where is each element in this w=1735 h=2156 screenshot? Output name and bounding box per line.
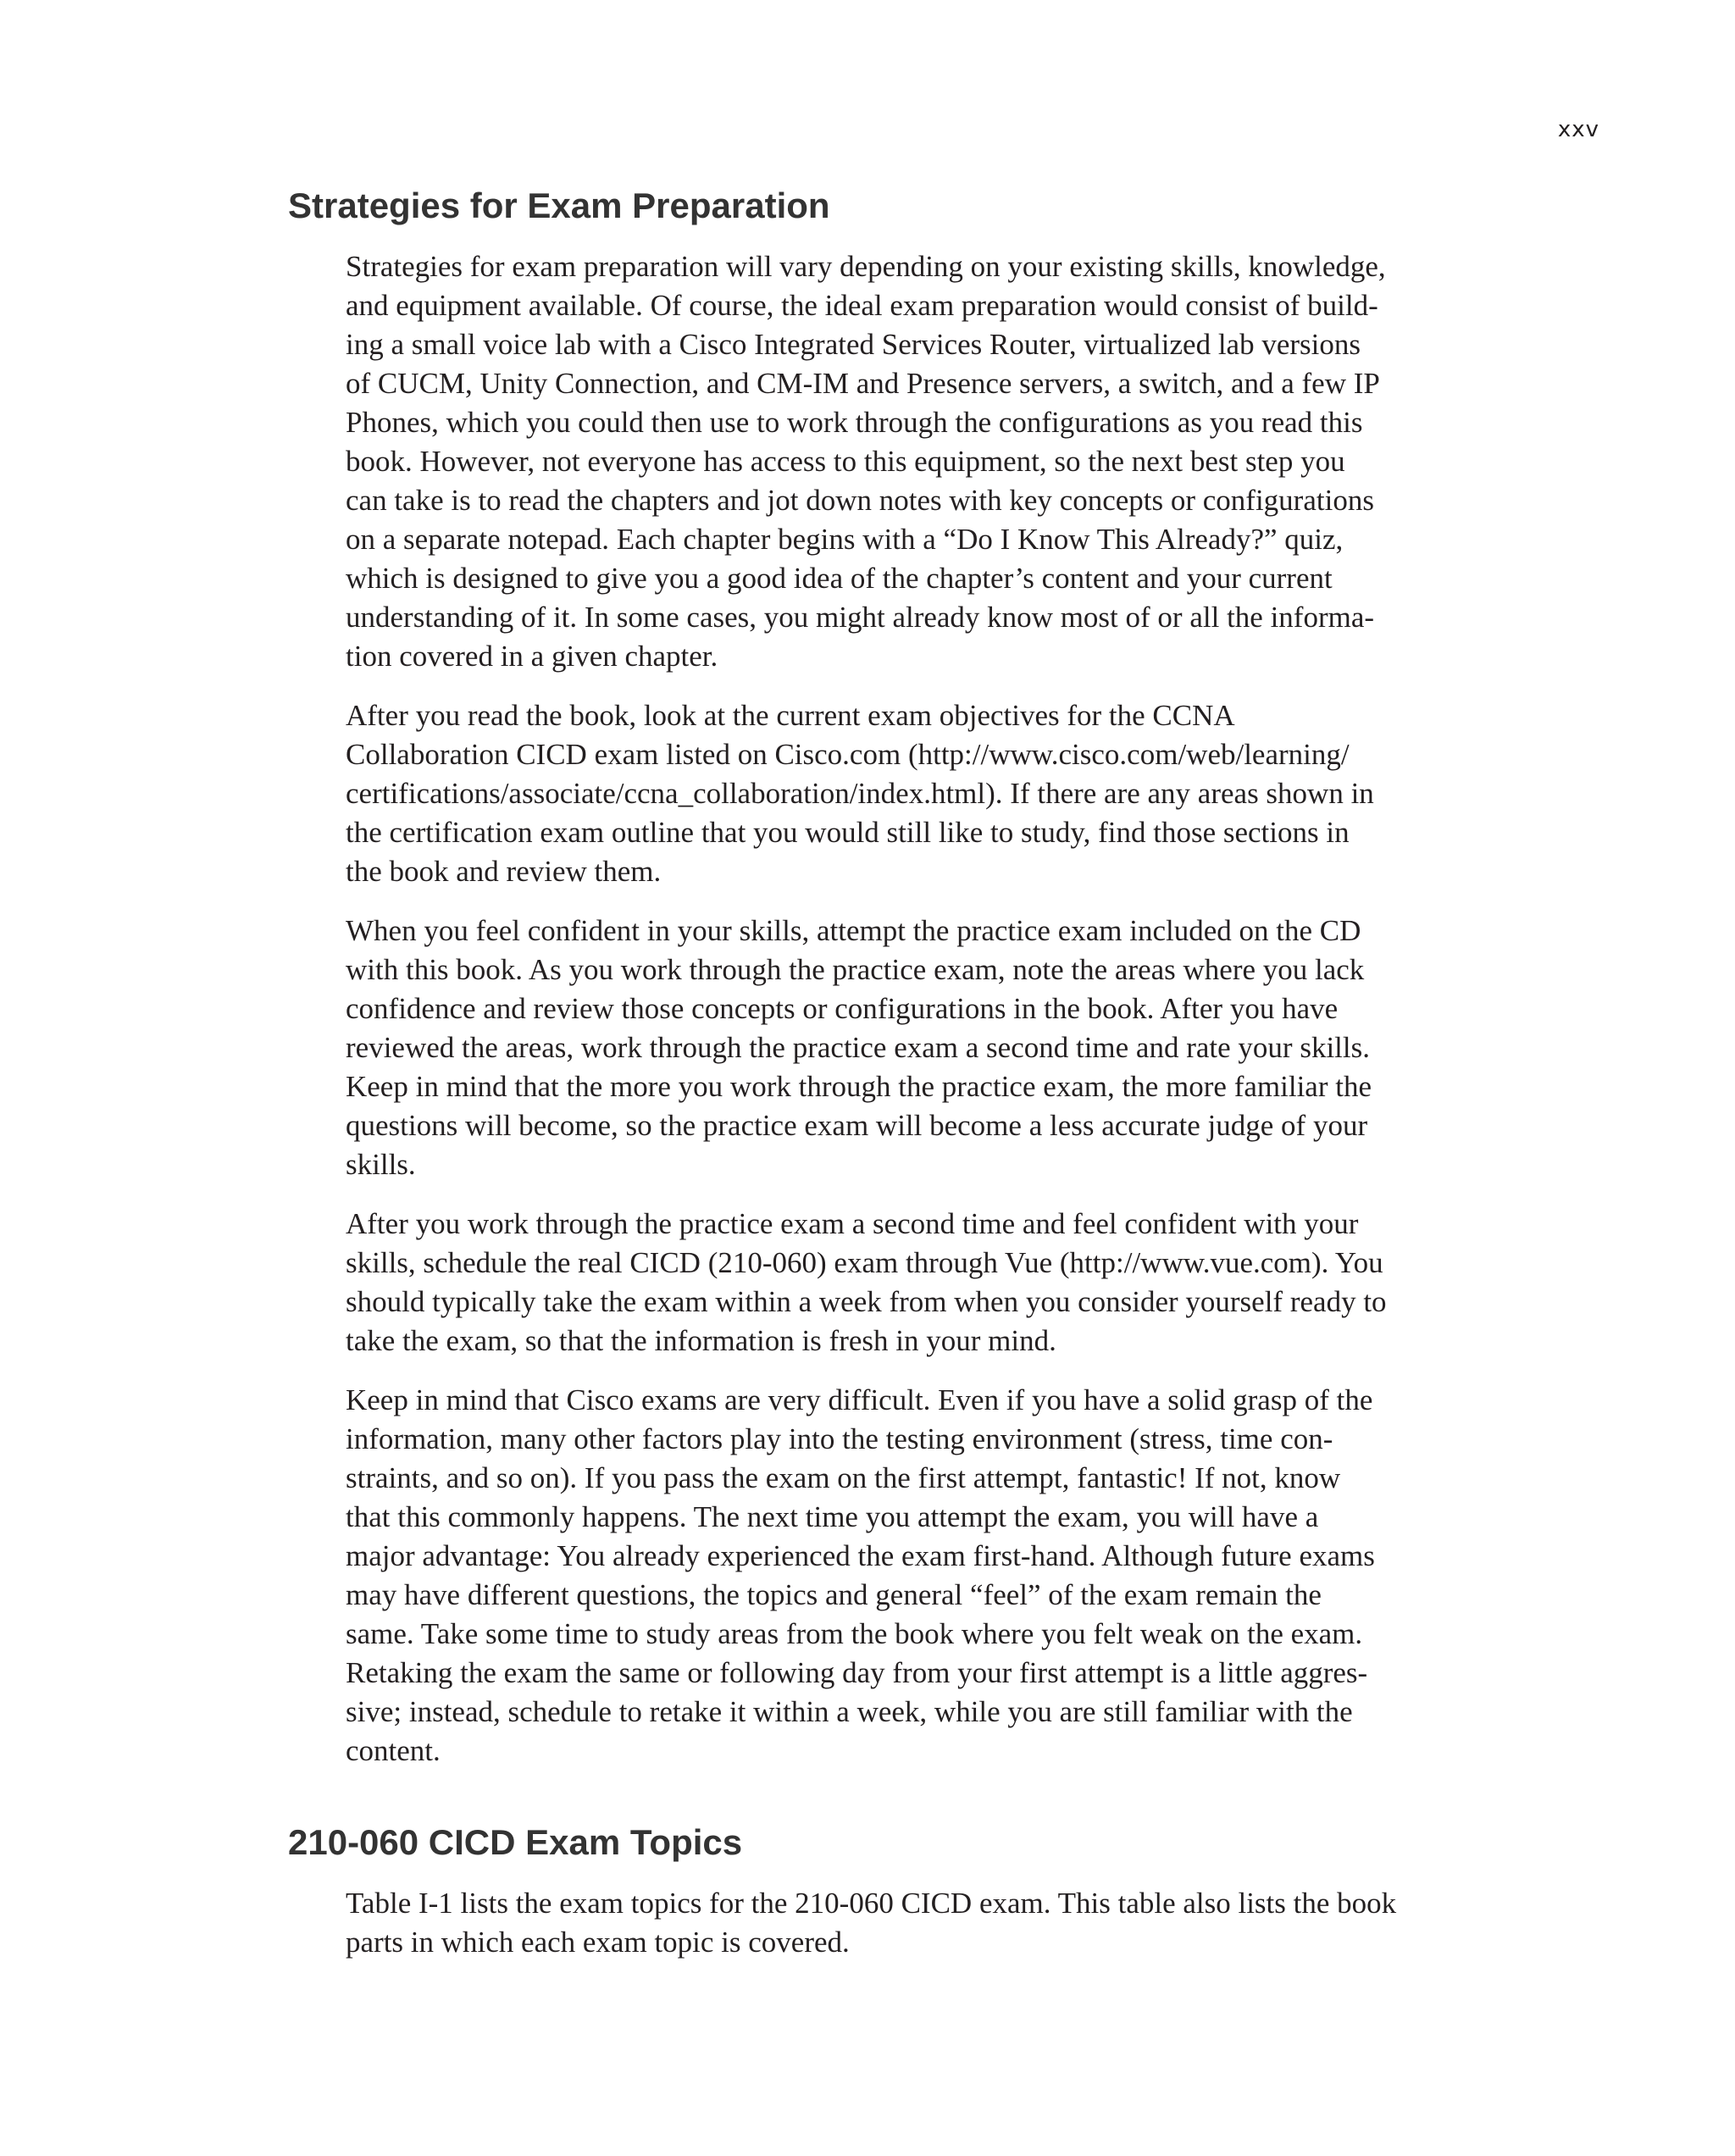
paragraph <box>346 1381 1481 1771</box>
section-body-exam-topics <box>346 1884 1481 1982</box>
text-line: skills. <box>346 1148 416 1181</box>
section-heading-exam-topics: 210-060 CICD Exam Topics <box>288 1822 743 1862</box>
text-line: the book and review them. <box>346 855 662 888</box>
text-line: Keep in mind that the more you work through the practice exam, the more familiar the <box>346 1070 1372 1103</box>
text-line: sive; instead, schedule to retake it within a week, while you are still familiar with the <box>346 1695 1353 1728</box>
text-line: on a separate notepad. Each chapter begins with a “Do I Know This Already?” quiz, <box>346 523 1344 556</box>
paragraph <box>346 912 1481 1184</box>
paragraph <box>346 1205 1481 1361</box>
page-number: xxv <box>1557 117 1599 142</box>
paragraph <box>346 696 1481 891</box>
text-line: Phones, which you could then use to work through the configurations as you read this <box>346 406 1363 439</box>
section-heading-exam-preparation: Strategies for Exam Preparation <box>288 186 830 225</box>
text-line: When you feel confident in your skills, attempt the practice exam included on the CD <box>346 914 1361 947</box>
text-line: may have different questions, the topics and general “feel” of the exam remain the <box>346 1578 1322 1611</box>
text-line: same. Take some time to study areas from the book where you felt weak on the exam. <box>346 1617 1363 1650</box>
text-line: information, many other factors play into the testing environment (stress, time con- <box>346 1422 1333 1455</box>
paragraph <box>346 247 1481 676</box>
text-line: certifications/associate/ccna_collaboration/index.html). If there are any areas shown in <box>346 777 1374 810</box>
text-line: reviewed the areas, work through the practice exam a second time and rate your skills. <box>346 1031 1370 1064</box>
paragraph <box>346 1884 1481 1962</box>
text-line: content. <box>346 1734 441 1767</box>
text-line: Keep in mind that Cisco exams are very difficult. Even if you have a solid grasp of the <box>346 1383 1373 1416</box>
text-line: Collaboration CICD exam listed on Cisco.com (http://www.cisco.com/web/learning/ <box>346 738 1350 771</box>
text-line: should typically take the exam within a week from when you consider yourself ready to <box>346 1285 1387 1318</box>
text-line: of CUCM, Unity Connection, and CM-IM and Presence servers, a switch, and a few IP <box>346 367 1380 400</box>
text-line: straints, and so on). If you pass the exam on the first attempt, fantastic! If not, know <box>346 1461 1341 1494</box>
section-body-exam-preparation <box>346 247 1481 1791</box>
text-line: that this commonly happens. The next time you attempt the exam, you will have a <box>346 1500 1319 1533</box>
text-line: Table I-1 lists the exam topics for the 210-060 CICD exam. This table also lists the book <box>346 1887 1397 1920</box>
text-line: After you work through the practice exam a second time and feel confident with your <box>346 1207 1359 1240</box>
text-line: the certification exam outline that you would still like to study, find those sections in <box>346 816 1350 849</box>
text-line: with this book. As you work through the practice exam, note the areas where you lack <box>346 953 1365 986</box>
text-line: major advantage: You already experienced the exam first-hand. Although future exams <box>346 1539 1375 1572</box>
text-line: questions will become, so the practice exam will become a less accurate judge of your <box>346 1109 1368 1142</box>
text-line: and equipment available. Of course, the ideal exam preparation would consist of build- <box>346 289 1378 322</box>
text-line: can take is to read the chapters and jot down notes with key concepts or configurations <box>346 484 1374 517</box>
text-line: understanding of it. In some cases, you might already know most of or all the informa- <box>346 601 1375 634</box>
text-line: parts in which each exam topic is covered. <box>346 1926 850 1959</box>
text-line: which is designed to give you a good idea of the chapter’s content and your current <box>346 562 1333 595</box>
text-line: skills, schedule the real CICD (210-060) exam through Vue (http://www.vue.com). You <box>346 1246 1383 1279</box>
text-line: ing a small voice lab with a Cisco Integrated Services Router, virtualized lab versions <box>346 328 1361 361</box>
text-line: confidence and review those concepts or configurations in the book. After you have <box>346 992 1339 1025</box>
text-line: book. However, not everyone has access to this equipment, so the next best step you <box>346 445 1345 478</box>
text-line: After you read the book, look at the current exam objectives for the CCNA <box>346 699 1235 732</box>
text-line: tion covered in a given chapter. <box>346 640 718 673</box>
text-line: Strategies for exam preparation will vary depending on your existing skills, knowledge, <box>346 250 1386 283</box>
text-line: Retaking the exam the same or following day from your first attempt is a little aggres- <box>346 1656 1368 1689</box>
text-line: take the exam, so that the information is fresh in your mind. <box>346 1324 1056 1357</box>
